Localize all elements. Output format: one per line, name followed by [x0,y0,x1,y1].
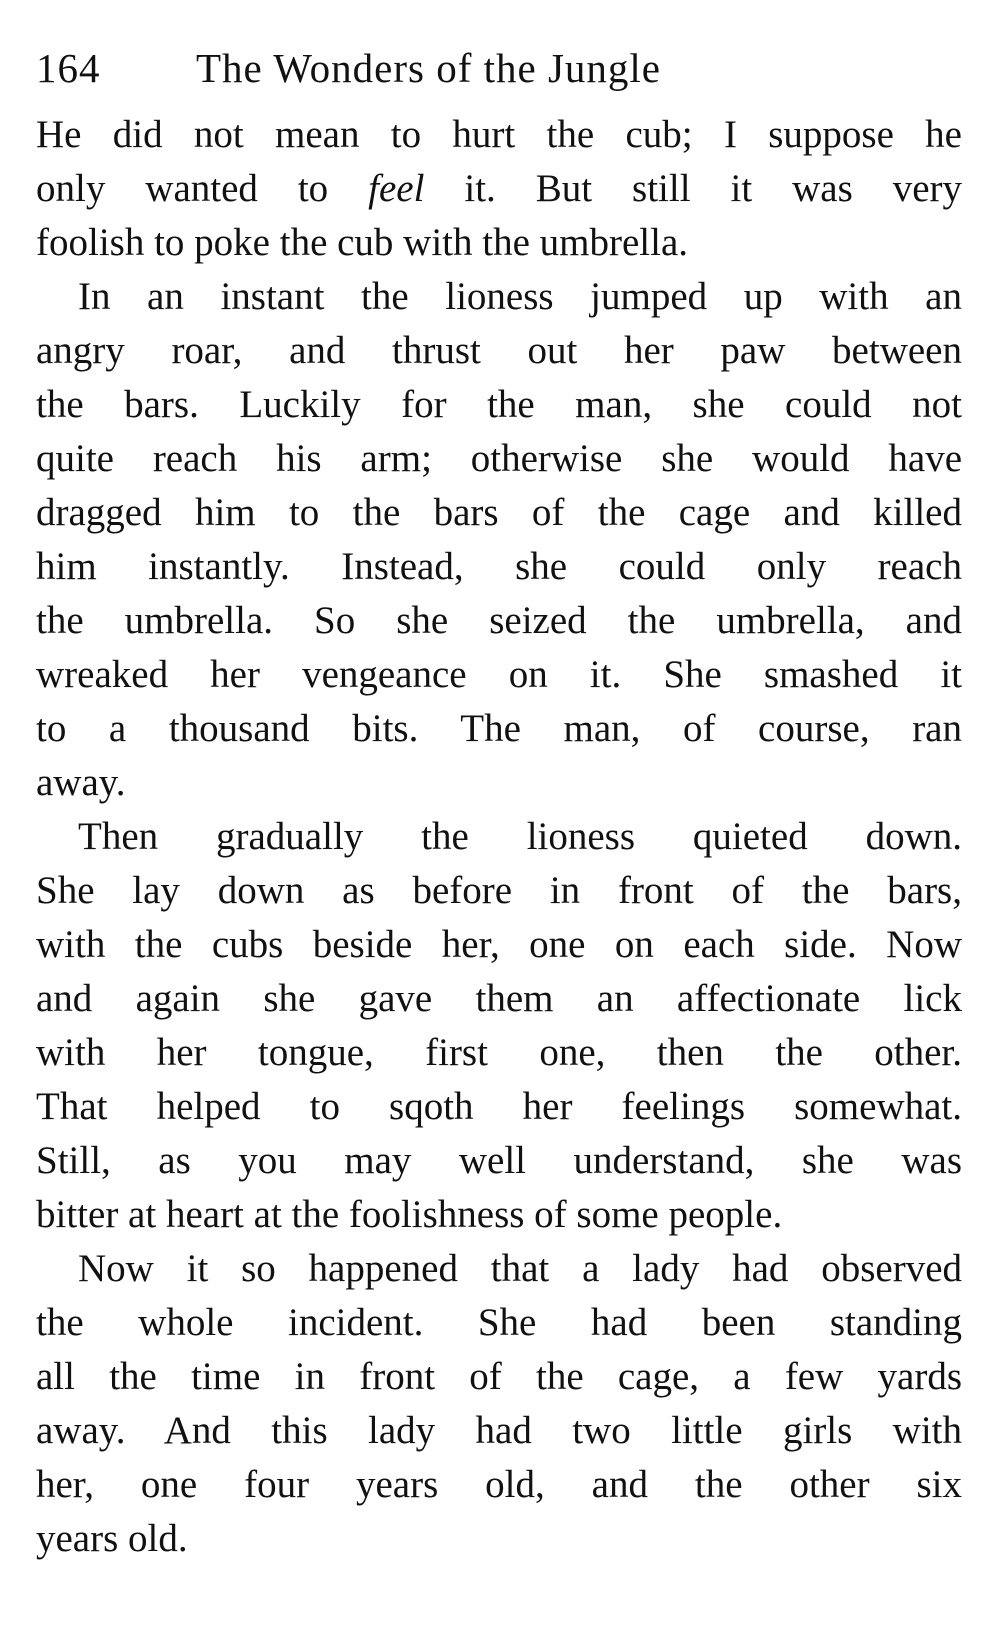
text-line: Then gradually the lioness quieted down. [78,815,962,858]
page-number: 164 [36,45,101,91]
text-line: He did not mean to hurt the cub; I suppose he [36,113,962,156]
text-line: with her tongue, first one, then the other. [36,1031,962,1074]
text-line: That helped to sqoth her feelings somewhat. [36,1085,962,1128]
text-line: angry roar, and thrust out her paw between [36,329,962,372]
text-line: to a thousand bits. The man, of course, ran [36,707,962,750]
emphasized-word: feel [368,167,425,210]
text-fragment: only wanted to [36,167,369,210]
text-line: and again she gave them an affectionate lick [36,977,962,1020]
text-line: quite reach his arm; otherwise she would have [36,437,962,480]
text-line: with the cubs beside her, one on each side. Now [36,923,962,966]
text-line: In an instant the lioness jumped up with an [78,275,962,318]
text-line: foolish to poke the cub with the umbrella. [36,221,689,264]
text-line: away. And this lady had two little girls with [36,1409,962,1452]
text-line: bitter at heart at the foolishness of some people. [36,1193,783,1236]
text-line: Still, as you may well understand, she was [36,1139,962,1182]
paragraph-3 [36,810,962,1242]
paragraph-4 [36,1242,962,1566]
text-line: the umbrella. So she seized the umbrella, and [36,599,962,642]
paragraph-1 [36,108,962,270]
text-line: She lay down as before in front of the bars, [36,869,962,912]
text-line: Now it so happened that a lady had observed [78,1247,962,1290]
text-line: years old. [36,1517,188,1560]
running-title: The Wonders of the Jungle [196,45,662,91]
text-line-with-emphasis [36,162,962,216]
text-line: her, one four years old, and the other six [36,1463,962,1506]
text-line: wreaked her vengeance on it. She smashed it [36,653,962,696]
book-page [36,38,962,1566]
text-fragment: it. But still it was very [424,167,962,210]
text-line: the bars. Luckily for the man, she could not [36,383,962,426]
text-line: dragged him to the bars of the cage and killed [36,491,962,534]
body-text [36,108,962,1566]
text-line: the whole incident. She had been standing [36,1301,962,1344]
paragraph-2 [36,270,962,810]
text-line: away. [36,761,126,804]
running-header [36,38,962,98]
text-line: all the time in front of the cage, a few yards [36,1355,962,1398]
text-line: him instantly. Instead, she could only reach [36,545,962,588]
